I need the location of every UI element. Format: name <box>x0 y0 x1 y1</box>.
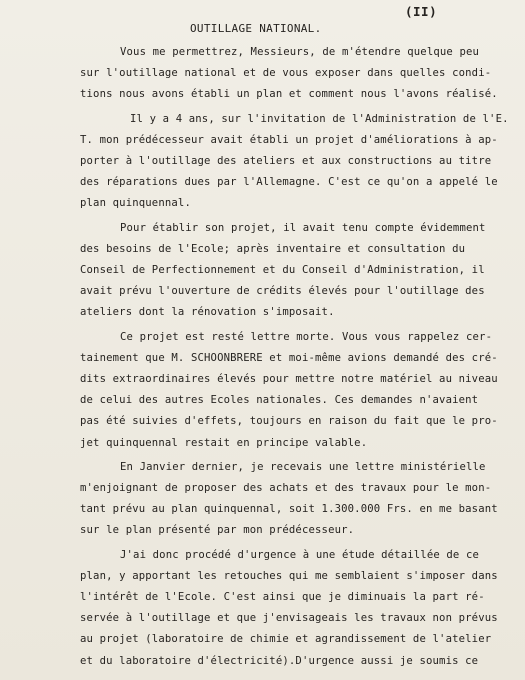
text-line: Il y a 4 ans, sur l'invitation de l'Administration de l'E. <box>130 112 509 125</box>
text-line: dits extraordinaires élevés pour mettre notre matériel au niveau <box>80 373 498 385</box>
text-line: avait prévu l'ouverture de crédits élevés pour l'outillage des <box>80 285 485 298</box>
text-line: tions nous avons établi un plan et comment nous l'avons réalisé. <box>80 88 498 101</box>
text-line: tainement que M. SCHOONBRERE et moi-même avions demandé des cré- <box>80 351 498 364</box>
text-line: jet quinquennal restait en principe valable. <box>80 436 368 449</box>
text-line: de celui des autres Ecoles nationales. Ces demandes n'avaient <box>80 394 479 407</box>
text-line: porter à l'outillage des ateliers et aux constructions au titre <box>80 155 492 167</box>
text-line: pas été suivies d'effets, toujours en raison du fait que le pro- <box>80 415 498 428</box>
text-line: l'intérêt de l'Ecole. C'est ainsi que je diminuais la part ré- <box>80 591 485 603</box>
text-line: et du laboratoire d'électricité).D'urgence aussi je soumis ce <box>80 654 479 667</box>
text-line: T. mon prédécesseur avait établi un projet d'améliorations à ap- <box>80 133 498 146</box>
section-heading: OUTILLAGE NATIONAL. <box>190 22 322 35</box>
text-line: plan quinquennal. <box>80 197 191 210</box>
text-line: m'enjoignant de proposer des achats et des travaux pour le mon- <box>80 482 492 494</box>
text-line: ateliers dont la rénovation s'imposait. <box>80 306 335 319</box>
text-line: au projet (laboratoire de chimie et agrandissement de l'atelier <box>80 633 492 646</box>
text-line: Pour établir son projet, il avait tenu compte évidemment <box>120 221 486 234</box>
text-line: sur le plan présenté par mon prédécesseur. <box>80 524 355 537</box>
page-number: (II) <box>405 4 438 19</box>
text-line: des besoins de l'Ecole; après inventaire et consultation du <box>80 242 466 255</box>
text-line: En Janvier dernier, je recevais une lettre ministérielle <box>120 460 486 473</box>
text-line: Conseil de Perfectionnement et du Conseil d'Administration, il <box>80 264 485 276</box>
text-line: servée à l'outillage et que j'envisageais les travaux non prévus <box>80 612 498 625</box>
text-line: des réparations dues par l'Allemagne. C'est ce qu'on a appelé le <box>80 176 498 189</box>
text-line: J'ai donc procédé d'urgence à une étude détaillée de ce <box>120 548 480 561</box>
text-line: Ce projet est resté lettre morte. Vous vous rappelez cer- <box>120 330 493 343</box>
text-line: Vous me permettrez, Messieurs, de m'étendre quelque peu <box>120 46 480 58</box>
text-line: plan, y apportant les retouches qui me semblaient s'imposer dans <box>80 569 498 582</box>
text-line: tant prévu au plan quinquennal, soit 1.300.000 Frs. en me basant <box>80 503 498 516</box>
text-line: sur l'outillage national et de vous exposer dans quelles condi- <box>80 67 492 80</box>
